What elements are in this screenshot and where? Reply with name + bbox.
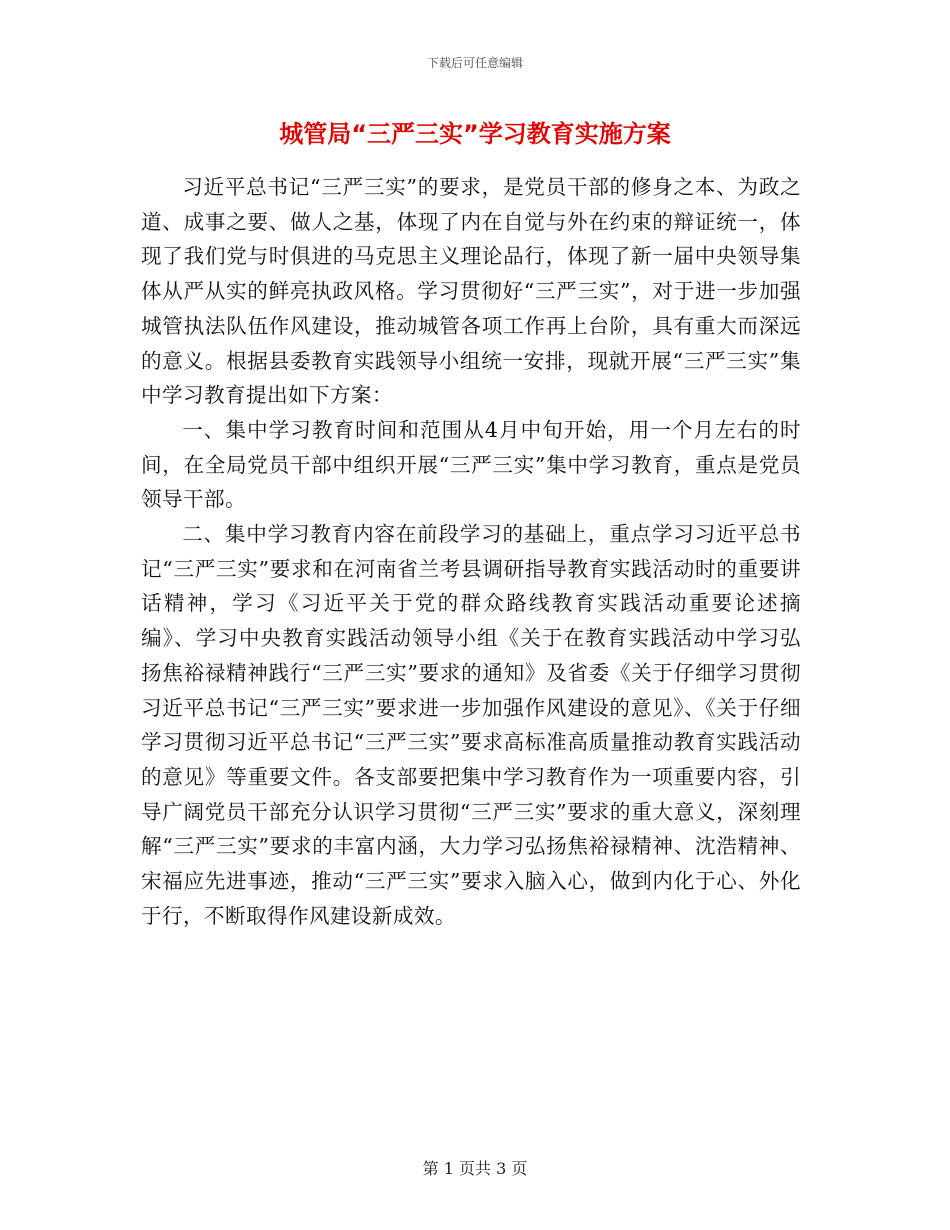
paragraph-intro: 习近平总书记“三严三实”的要求，是党员干部的修身之本、为政之道、成事之要、做人之基，体现了内在自觉与外在约束的辩证统一，体现了我们党与时俱进的马克思主义理论品行，体现了新一届中央领导集体从严从实的鲜亮执政风格。学习贯彻好“三严三实”，对于进一步加强城管执法队伍作风建设，推动城管各项工作再上台阶，具有重大而深远的意义。根据县委教育实践领导小组统一安排，现就开展“三严三实”集中学习教育提出如下方案： (141, 175, 801, 408)
paragraph-section-1: 一、集中学习教育时间和范围从4月中旬开始，用一个月左右的时间，在全局党员干部中组织开展“三严三实”集中学习教育，重点是党员领导干部。 (141, 417, 801, 512)
document-title: 城管局“三严三实”学习教育实施方案 (279, 120, 671, 148)
document-body (141, 170, 801, 933)
header-note: 下载后可任意编辑 (426, 56, 523, 70)
paragraph-section-2: 二、集中学习教育内容在前段学习的基础上，重点学习习近平总书记“三严三实”要求和在河南省兰考县调研指导教育实践活动时的重要讲话精神，学习《习近平关于党的群众路线教育实践活动重要论述摘编》、学习中央教育实践活动领导小组《关于在教育实践活动中学习弘扬焦裕禄精神践行“三严三实”要求的通知》及省委《关于仔细学习贯彻习近平总书记“三严三实”要求进一步加强作风建设的意见》、《关于仔细学习贯彻习近平总书记“三严三实”要求高标准高质量推动教育实践活动的意见》等重要文件。各支部要把集中学习教育作为一项重要内容，引导广阔党员干部充分认识学习贯彻“三严三实”要求的重大意义，深刻理解“三严三实”要求的丰富内涵，大力学习弘扬焦裕禄精神、沈浩精神、宋福应先进事迹，推动“三严三实”要求入脑入心，做到内化于心、外化于行，不断取得作风建设新成效。 (141, 522, 801, 928)
page-footer: 第 1 页共 3 页 (422, 1159, 528, 1178)
